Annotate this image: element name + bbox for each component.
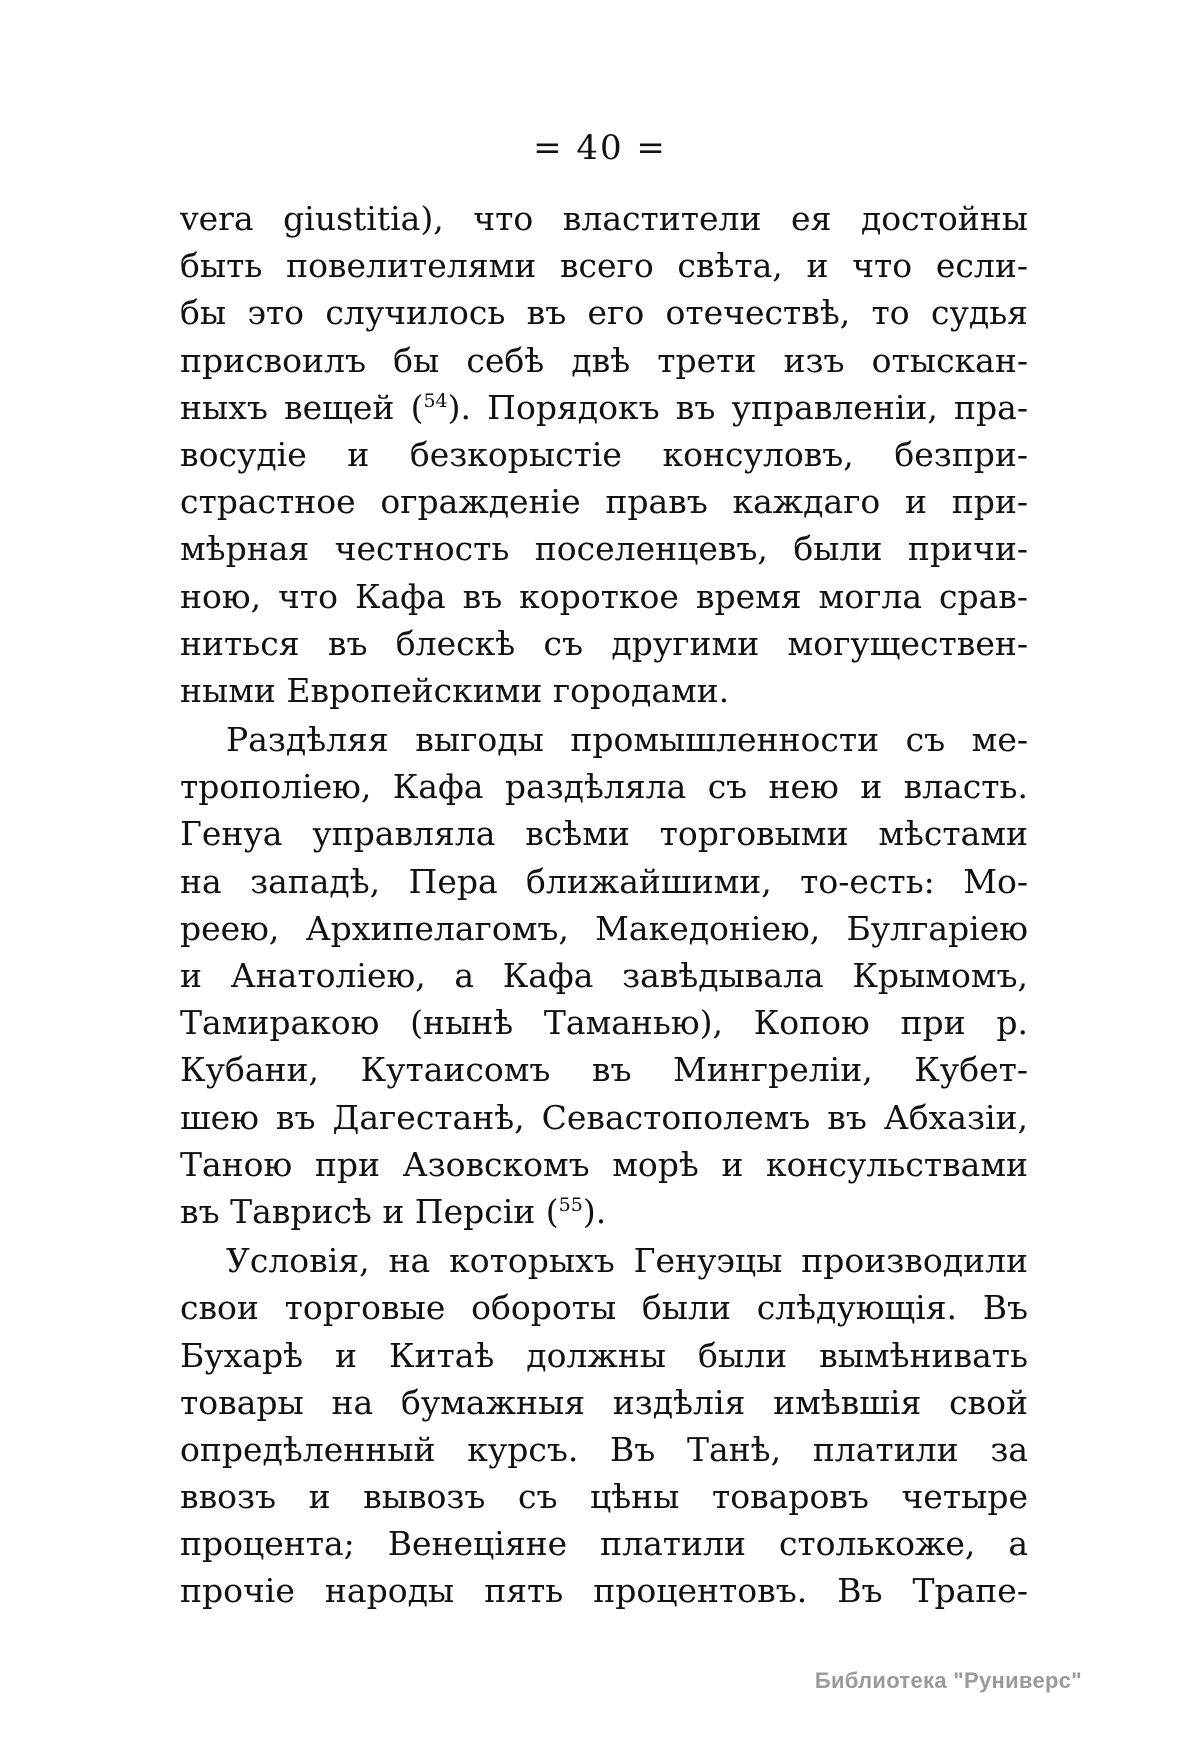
text-line: трополіею, Кафа раздѣляла съ нею и власть. (180, 767, 1028, 807)
text-line: процента; Венеціяне платили столькоже, а (180, 1524, 1028, 1564)
text-line: опредѣленный курсъ. Въ Танѣ, платили за (180, 1429, 1028, 1469)
paragraph-3 (180, 1237, 1028, 1615)
text-line: ною, что Кафа въ короткое время могла срав- (180, 576, 1028, 616)
paragraph-2 (180, 716, 1028, 1235)
text-line: ными Европейскими городами. (180, 670, 730, 710)
text-line: Бухарѣ и Китаѣ должны были вымѣнивать (180, 1335, 1028, 1375)
text-line: прочіе народы пять процентовъ. Въ Трапе- (180, 1571, 1028, 1611)
text-fragment: въ Таврисѣ и Персіи ( (180, 1191, 559, 1231)
text-line: vera giustitia), что властители ея достойны (180, 199, 1028, 238)
text-line: реею, Архипелагомъ, Македоніею, Булгаріею (180, 908, 1028, 948)
footnote-ref-55[interactable]: 55 (558, 1193, 583, 1216)
text-line: ниться въ блескѣ съ другими могуществен- (180, 623, 1028, 663)
text-fragment: ). (582, 1191, 607, 1231)
text-line (180, 1188, 1028, 1235)
page-number: = 40 = (533, 128, 667, 168)
library-watermark: Библиотека "Руниверс" (814, 1668, 1082, 1693)
text-line: Раздѣляя выгоды промышленности съ ме- (226, 720, 1028, 760)
text-line: свои торговые обороты были слѣдующія. Въ (180, 1288, 1028, 1328)
text-line: Кубани, Кутаисомъ въ Мингреліи, Кубет- (180, 1050, 1028, 1090)
text-body (180, 195, 1028, 1615)
text-line (180, 384, 1028, 431)
text-line: Таною при Азовскомъ морѣ и консульствами (180, 1144, 1028, 1184)
text-line: на западѣ, Пера ближайшими, то-есть: Мо- (180, 861, 1028, 901)
text-line: быть повелителями всего свѣта, и что если- (180, 246, 1028, 286)
text-fragment: ныхъ вещей ( (180, 387, 424, 427)
text-line: товары на бумажныя издѣлія имѣвшія свой (180, 1382, 1028, 1422)
text-line: восудіе и безкорыстіе консуловъ, безпри- (180, 434, 1028, 474)
text-line: шею въ Дагестанѣ, Севастополемъ въ Абхазіи, (180, 1097, 1028, 1137)
paragraph-1 (180, 195, 1028, 714)
text-line: страстное огражденіе правъ каждаго и при- (180, 482, 1028, 522)
text-line: ввозъ и вывозъ съ цѣны товаровъ четыре (180, 1477, 1028, 1517)
text-line: мѣрная честность поселенцевъ, были причи- (180, 529, 1028, 569)
text-fragment: ). Порядокъ въ управленіи, пра- (447, 387, 1028, 427)
text-line: Генуа управляла всѣми торговыми мѣстами (180, 814, 1028, 854)
text-line: бы это случилось въ его отечествѣ, то судья (180, 293, 1028, 333)
footnote-ref-54[interactable]: 54 (423, 389, 448, 412)
text-line: Условія, на которыхъ Генуэцы производили (226, 1241, 1028, 1281)
text-line: Тамиракою (нынѣ Таманью), Копою при р. (180, 1003, 1028, 1043)
text-line: присвоилъ бы себѣ двѣ трети изъ отыскан- (180, 340, 1028, 380)
text-line: и Анатоліею, а Кафа завѣдывала Крымомъ, (180, 956, 1028, 995)
